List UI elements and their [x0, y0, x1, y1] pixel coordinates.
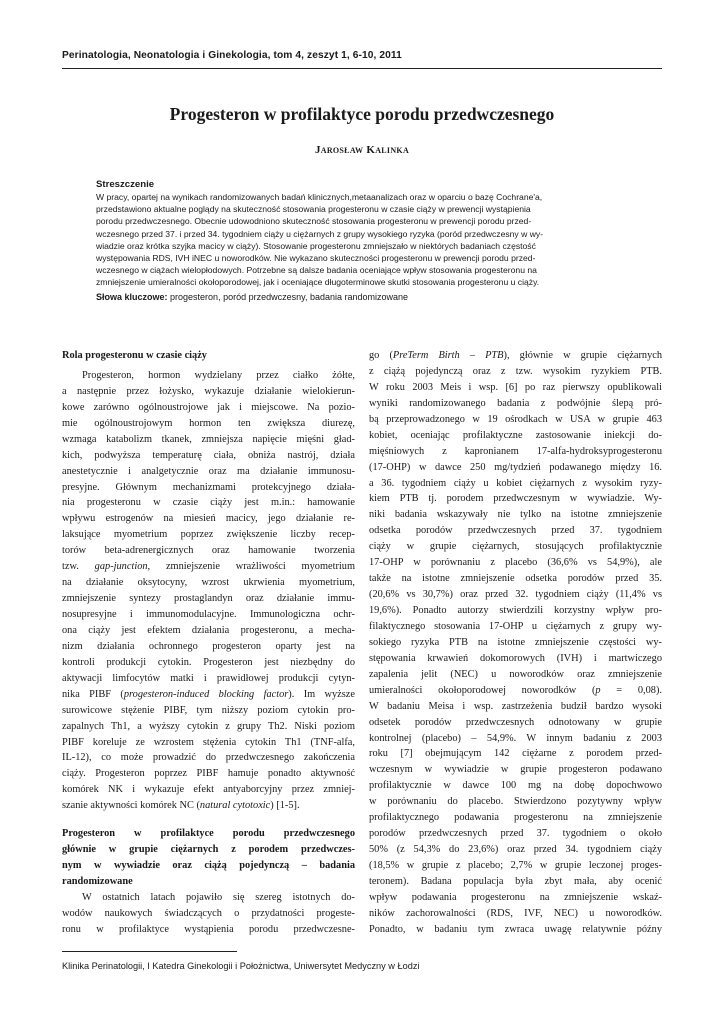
paragraph-line: na działanie oksytocyny, wzrost ukrwienia myometrium,	[62, 577, 355, 589]
section-heading-line: randomizowane	[62, 876, 133, 887]
paragraph-line: porodów przedwczesnych przed 37. tygodniem o około	[369, 828, 662, 840]
paragraph-line: a 36. tygodniem ciąży u kobiet ciężarnych z wysokim ryzy-	[369, 477, 662, 489]
paragraph-line: ronu w profilaktyce wystąpienia porodu przedwczesne-	[62, 923, 355, 935]
paragraph-line: nizm działania ochronnego progesteron oparty jest na	[62, 640, 355, 652]
footnote-affiliation: Klinika Perinatologii, I Katedra Ginekologii i Położnictwa, Uniwersytet Medyczny w Łodzi	[62, 961, 420, 971]
paragraph-line: w porównaniu do placebo. Stwierdzono pozytywny wpływ	[369, 796, 662, 808]
paragraph-line: szanie aktywności komórek NC (natural cytotoxic) [1-5].	[62, 800, 300, 812]
paragraph-line: nia progesteronu w czasie ciąży jest m.in.: hamowanie	[62, 497, 355, 509]
paragraph-line: ciąży. Progesteron poprzez PIBF hamuje ponadto aktywność	[62, 768, 355, 780]
paragraph-line: 50% (z 54,3% do 23,6%) oraz przed 34. tygodniem ciąży	[369, 844, 662, 856]
abstract-line: W pracy, opartej na wynikach randomizowanych badań klinicznych,metaanalizach oraz w oparciu o bazę Cochrane'a,	[96, 192, 543, 202]
paragraph-line: go (PreTerm Birth – PTB), głównie w grupie ciężarnych	[369, 350, 662, 361]
abstract-line: wiadzie oraz krótka szyjka macicy w ciąży). Stosowanie progesteronu zmniejszało w niektórych badaniach częstość	[96, 240, 536, 251]
paragraph-line: wzmaga katabolizm tkanek, zmniejsza napięcie mięśni gład-	[62, 433, 355, 445]
paragraph-line: kontrolnej (placebo) – 54,9%. W innym badaniu z 2003	[369, 732, 662, 744]
paragraph-line: 19,6%). Ponadto autorzy stwierdzili korzystny wpływ pro-	[369, 605, 662, 616]
paragraph-line: mięśniowych z kapronianem 17-alfa-hydroksyprogesteronu	[369, 445, 662, 457]
paragraph-line: wpływu estrogenów na miesień macicy, jego działanie re-	[62, 513, 355, 525]
paragraph-line: a następnie przez łożysko, wykazuje działanie wielokierun-	[62, 385, 355, 397]
paragraph-line: odsetek porodów przedwczesnych odnotowany w grupie	[369, 716, 662, 728]
section-heading	[62, 826, 355, 890]
author-name: Jarosław Kalinka	[314, 144, 410, 156]
abstract-heading: Streszczenie	[96, 179, 155, 190]
paragraph-line: IL-12), co może prowadzić do przedwczesnego zakończenia	[62, 752, 355, 764]
paragraph-line: bą przeprowadzonego w 19 ośrodkach w USA w grupie 463	[369, 413, 662, 425]
keywords-label: Słowa kluczowe:	[96, 291, 168, 302]
paragraph-line: wyniki randomizowanego badania z podwójnie ślepą pró-	[369, 397, 662, 409]
paragraph-line: sokiego ryzyka PTB na istotne zmniejszenie częstości wy-	[369, 636, 662, 648]
paragraph-line: kiem PTB tj. porodem przedwczesnym w wywiadzie. Wy-	[369, 493, 662, 505]
abstract-line: wczesnego w ciążach wielopłodowych. Potrzebne są dalsze badania oceniające wpływ stosowania progesteronu na	[96, 265, 537, 276]
paragraph-line: roku [7] obejmującym 142 ciężarne z porodem przed-	[369, 748, 662, 760]
keywords	[96, 291, 631, 304]
paragraph-line: wpływ podawania progesteronu na zmniejszenie wskaź-	[369, 891, 662, 903]
paragraph-line: zapalenia jelit (NEC) u noworodków oraz zmniejszenie	[369, 668, 662, 680]
paragraph-line: kowe zarówno ogólnoustrojowe jak i miejscowe. Na pozio-	[62, 401, 355, 413]
abstract-text	[96, 191, 631, 289]
paragraph-line: surowicowe stężenie PIBF, tym niższy poziom cytokin pro-	[62, 704, 355, 716]
paragraph-line: W ostatnich latach pojawiło się szereg istotnych do-	[82, 891, 355, 903]
paragraph-line: profilaktycznego podawania progesteronu na zmniejszenie	[369, 812, 662, 824]
section-body	[62, 368, 355, 814]
paragraph-line: odsetka porodów przedwczesnych przed 37. tygodniem	[369, 525, 662, 537]
paragraph-line: PIBF koreluje ze wzrostem stężenia cytokin Th1 (TNF-alfa,	[62, 736, 355, 748]
paragraph-line: profilaktycznie w dawce 100 mg na dobę dopochwowo	[369, 780, 662, 792]
abstract-line: wczesnego przed 37. i przed 34. tygodniem ciąży u ciężarnych z grupy wysokiego ryzyka (poród przedwczesny w wy-	[96, 228, 544, 239]
right-column	[369, 348, 662, 938]
paragraph-line: nika PIBF (progesteron-induced blocking factor). Im wyższe	[62, 688, 355, 700]
paragraph-line: także na istotne zmniejszenie odsetka porodów przed 35.	[369, 573, 662, 585]
article-title: Progesteron w profilaktyce porodu przedwczesnego	[169, 104, 555, 124]
section-heading-line: głównie w grupie ciężarnych z porodem przedwczes-	[62, 844, 355, 856]
abstract-line: przedstawiono aktualne poglądy na skuteczność stosowania progesteronu w czasie ciąży w prewencji wystąpienia	[96, 204, 531, 215]
paragraph-line: tzw. gap-junction, zmniejszenie wrażliwości myometrium	[62, 561, 355, 573]
paragraph-line: kich, podwyższa temperaturę ciała, obniża nastrój, działa	[62, 449, 355, 461]
left-column	[62, 348, 355, 938]
paragraph-line: (18,5% w grupie z placebo; 2,7% w grupie leczonej proges-	[369, 860, 662, 871]
keywords-text: progesteron, poród przedwczesny, badania randomizowane	[167, 291, 409, 302]
paragraph-line: laksujące myometrium poprzez zwiększenie liczby recep-	[62, 529, 355, 541]
paragraph-line: presyjne. Głównym mechanizmami protekcyjnego działa-	[62, 481, 355, 493]
paragraph-line: aktywacji limfocytów matki i prawidłowej produkcji cytyn-	[62, 672, 355, 684]
paragraph-line: W roku 2003 Meis i wsp. [6] po raz pierwszy opublikowali	[369, 381, 662, 393]
paragraph-line: anestetycznie i analgetycznie oraz ma działanie immunosu-	[62, 465, 355, 477]
section-heading-line: Progesteron w profilaktyce porodu przedwczesnego	[62, 828, 355, 840]
paragraph-line: kobiet, oceniając profilaktyczne zastosowanie iniekcji do-	[369, 429, 662, 441]
paragraph-line: W badaniu Meisa i wsp. zastrzeżenia budził bardzo wysoki	[369, 700, 662, 712]
section-body	[369, 348, 662, 938]
paragraph-line: niki badania wskazywały nie tylko na istotne zmniejszenie	[369, 509, 662, 521]
paragraph-line: ona ciąży jest efektem działania progesteronu, a mecha-	[62, 624, 355, 636]
paragraph-line: wodów naukowych świadczących o przydatności progeste-	[62, 907, 355, 919]
paragraph-line: Ponadto, w badaniu tym zwraca uwagę relatywnie późny	[369, 923, 662, 935]
section-heading: Rola progesteronu w czasie ciąży	[62, 350, 207, 361]
paragraph-line: komórek NK i wykazuje efekt antyaborcyjny przez zmniej-	[62, 784, 355, 796]
paragraph-line: torów beta-adrenergicznych oraz hamowanie tworzenia	[62, 545, 355, 557]
paragraph-line: Progesteron, hormon wydzielany przez ciałko żółte,	[82, 369, 355, 381]
paragraph-line: mie ogólnoustrojowym hormon ten zwiększa diurezę,	[62, 417, 355, 429]
journal-header: Perinatologia, Neonatologia i Ginekologia, tom 4, zeszyt 1, 6-10, 2011	[62, 50, 402, 61]
paragraph-line: teronem). Badana populacja była zbyt mała, aby ocenić	[369, 875, 662, 887]
paragraph-line: zapalnych Th1, a wyższy cytokin z grupy Th2. Niski poziom	[62, 720, 355, 732]
paragraph-line: (17-OHP) w dawce 250 mg/tydzień podawanego między 16.	[369, 461, 662, 473]
paragraph-line: (20,6% vs 30,7%) oraz przed 32. tygodniem ciąży (11,4% vs	[369, 589, 662, 601]
paragraph-line: 17-OHP w porównaniu z placebo (36,6% vs 54,9%), ale	[369, 557, 662, 569]
section-heading-line: nym w wywiadzie oraz ciążą pojedynczą – badania	[62, 860, 355, 872]
paragraph-line: umieralności okołoporodowej noworodków (p = 0,08).	[369, 684, 662, 696]
paragraph-line: ciąży w grupie ciężarnych, stosujących profilaktycznie	[369, 541, 662, 553]
header-rule	[62, 68, 662, 69]
abstract	[96, 178, 631, 304]
paragraph-line: zmniejszenie syntezy prostaglandyn oraz działanie immu-	[62, 593, 355, 605]
paragraph-line: ników zachorowalności (RDS, IVF, NEC) u noworodków.	[369, 907, 662, 919]
paragraph-line: z ciążą pojedynczą oraz z tzw. wysokim ryzykiem PTB.	[369, 365, 662, 377]
paragraph-line: stępowania krwawień dokomorowych (IVH) i martwiczego	[369, 652, 662, 664]
paragraph-line: nosupresyjne i immunomodulacyjne. Immunologiczna ochr-	[62, 609, 355, 620]
section-body	[62, 890, 355, 938]
paragraph-line: kontroli produkcji cytokin. Progesteron jest niezbędny do	[62, 656, 355, 668]
footnote-rule	[62, 951, 237, 952]
abstract-line: występowania RDS, IVH iNEC u noworodków. Nie wykazano skuteczności progesteronu w prewencji porodu przed-	[96, 253, 536, 264]
abstract-line: porodu przedwczesnego. Obecnie udowodniono skuteczność stosowania progesteronu w prewencji porodu przed-	[96, 216, 532, 227]
paragraph-line: filaktycznego stosowania 17-OHP u ciężarnych z grupy wy-	[369, 620, 662, 632]
abstract-line: zmniejszenie umieralności okołoporodowej, jak i oceniające długoterminowe skutki stosowania progesteronu u ciąży.	[96, 277, 540, 288]
paragraph-line: wczesnym w wywiadzie w grupie progesteron podawano	[369, 764, 662, 776]
